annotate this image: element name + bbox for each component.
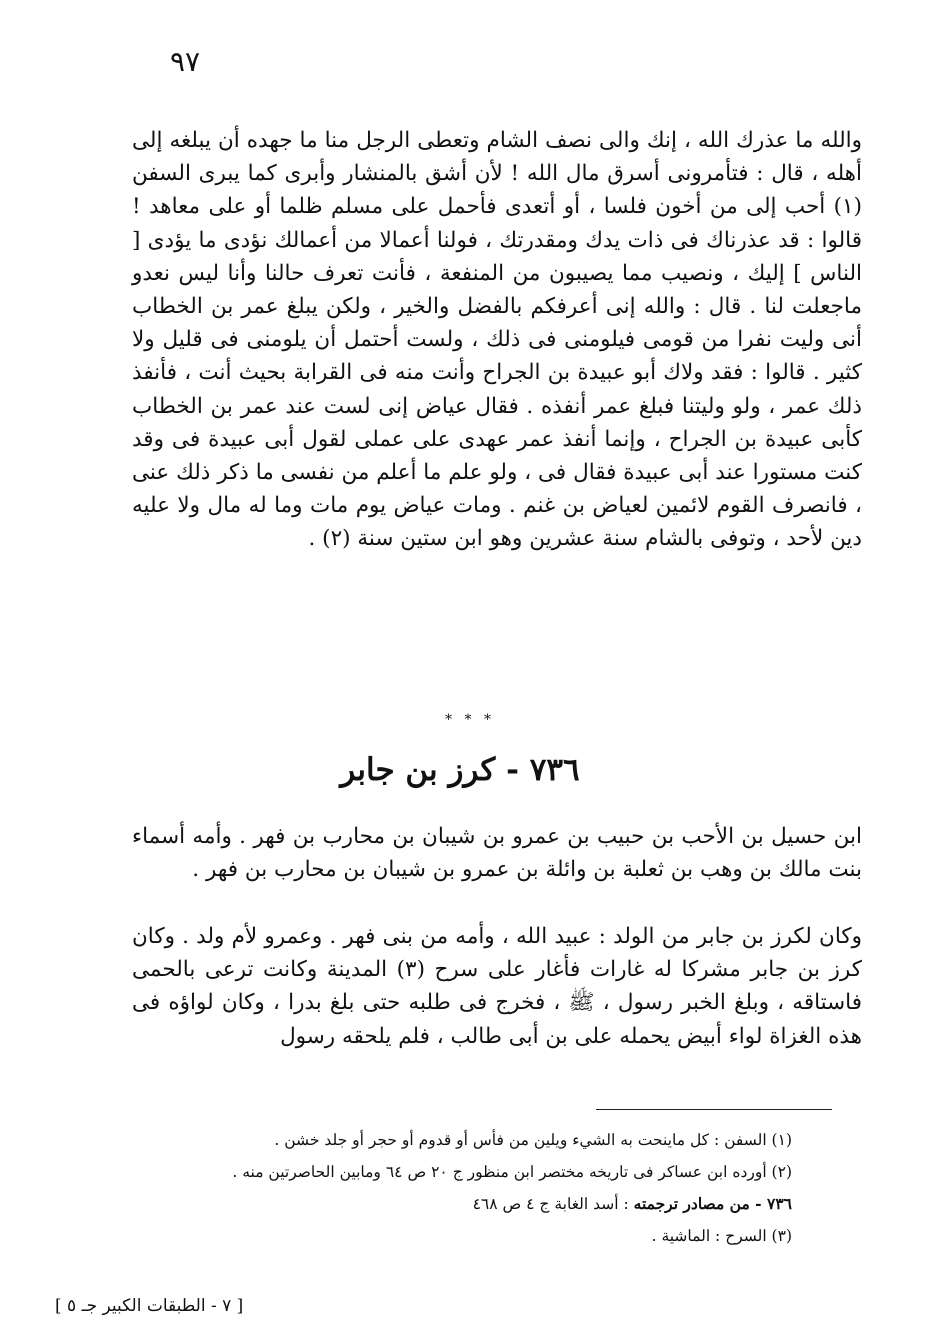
page-number: ٩٧ <box>169 45 201 78</box>
section-separator: * * * <box>445 712 495 728</box>
footnote-1 <box>152 1124 792 1156</box>
footnote-text: : أسد الغابة ج ٤ ص ٤٦٨ <box>472 1195 634 1213</box>
page-signature: [ ٧ - الطبقات الكبير جـ ٥ ] <box>55 1296 244 1316</box>
footnote-sources <box>152 1188 792 1220</box>
paragraph-kurz-children: وكان لكرز بن جابر من الولد : عبيد الله ، وأمه من بنى فهر . وعمرو لأم ولد . وكان كرز بن جابر مشركا له غارات فأغار على سرح (٣) المدينة وكانت ترعى بالحمى فاستاقه ، وبلغ الخبر رسول ، ﷺ ، فخرج فى طلبه حتى بلغ بدرا ، وكان لواؤه فى هذه الغزاة لواء أبيض يحمله على بن أبى طالب ، فلم يلحقه رسول <box>132 924 862 1049</box>
footnote-text: (٢) أورده ابن عساكر فى تاريخه مختصر ابن منظور ج ٢٠ ص ٦٤ ومابين الحاصرتين منه . <box>232 1163 792 1181</box>
footnote-2 <box>152 1156 792 1188</box>
footnote-3 <box>152 1220 792 1252</box>
biography-heading: ٧٣٦ - كرز بن جابر <box>340 752 580 788</box>
footnotes <box>152 1124 792 1252</box>
footnote-bold-label: ٧٣٦ - من مصادر ترجمته <box>633 1194 792 1213</box>
paragraph-lineage: ابن حسيل بن الأحب بن حبيب بن عمرو بن شيبان بن محارب بن فهر . وأمه أسماء بنت مالك بن وهب بن ثعلبة بن وائلة بن عمرو بن شيبان بن محارب بن فهر . <box>132 824 862 883</box>
footnote-text: (٣) السرح : الماشية . <box>651 1227 792 1245</box>
paragraph-ayyad-story: والله ما عذرك الله ، إنك والى نصف الشام وتعطى الرجل منا ما جهده أن يبلغه إلى أهله ، قال : فتأمرونى أسرق مال الله ! لأن أشق بالمنشار وأبرى كما يبرى السفن (١) أحب إلى من أخون فلسا ، أو أتعدى فأحمل على مسلم ظلما أو على معاهد ! قالوا : قد عذرناك فى ذات يدك ومقدرتك ، فولنا أعمالا من أعمالك نؤدى ما يؤدى [ الناس ] إليك ، ونصيب مما يصيبون من المنفعة ، فأنت تعرف حالنا وأنا ليس نعدو ماجعلت لنا . قال : والله إنى أعرفكم بالفضل والخير ، ولكن يبلغ عمر بن الخطاب أنى وليت نفرا من قومى فيلومنى فى ذلك ، ولست أحتمل أن يلومنى فى قليل ولا كثير . قالوا : فقد ولاك أبو عبيدة بن الجراح وأنت منه فى القرابة بحيث أنت ، فأنفذ ذلك عمر ، ولو وليتنا فبلغ عمر أنفذه . فقال عياض إنى لست عند عمر بن الخطاب كأبى عبيدة بن الجراح ، وإنما أنفذ عمر عهدى على عملى لقول أبى عبيدة فى وقد كنت مستورا عند أبى عبيدة فقال فى ، ولو علم ما أعلم من نفسى ما ذكر ذلك عنى ، فانصرف القوم لائمين لعياض بن غنم . ومات عياض يوم مات وما له مال ولا عليه دين لأحد ، وتوفى بالشام سنة عشرين وهو ابن ستين سنة (٢) . <box>132 128 862 552</box>
footnote-divider <box>596 1109 832 1110</box>
footnote-text: (١) السفن : كل ماينحت به الشيء ويلين من فأس أو قدوم أو حجر أو جلد خشن . <box>274 1131 792 1149</box>
